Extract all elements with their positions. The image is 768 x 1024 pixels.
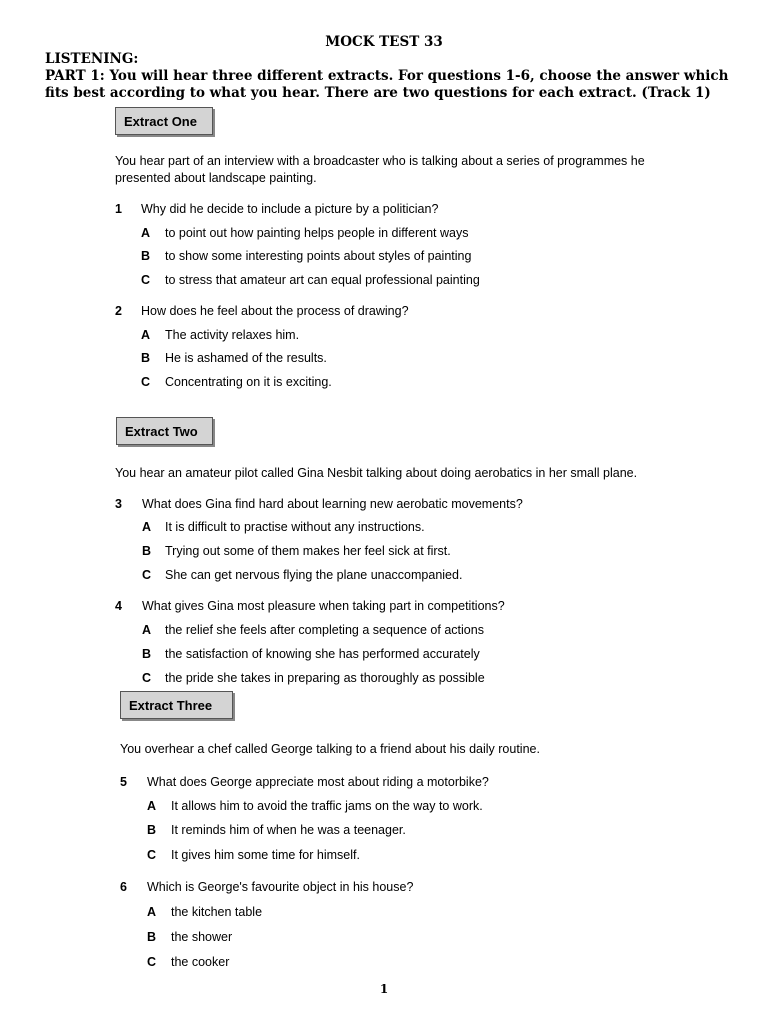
option-text: It is difficult to practise without any instructions.	[165, 520, 425, 534]
option-text: Trying out some of them makes her feel sick at first.	[165, 544, 451, 558]
question-number: 5	[120, 775, 127, 789]
extract-two-context: You hear an amateur pilot called Gina Nesbit talking about doing aerobatics in her small plane.	[115, 466, 638, 480]
option-text: the pride she takes in preparing as thoroughly as possible	[165, 671, 485, 685]
option-letter: C	[141, 273, 151, 287]
option-letter: B	[147, 930, 157, 944]
extract-two-label: Extract Two	[116, 417, 213, 445]
question-number: 6	[120, 880, 127, 894]
option-letter: C	[142, 671, 152, 685]
extract-three-context: You overhear a chef called George talking to a friend about his daily routine.	[120, 742, 540, 756]
question-number: 4	[115, 599, 122, 613]
option-text: It allows him to avoid the traffic jams on the way to work.	[171, 799, 483, 813]
option-letter: A	[141, 226, 151, 240]
document-title: MOCK TEST 33	[325, 34, 443, 50]
question-text: What gives Gina most pleasure when taking part in competitions?	[142, 599, 505, 613]
extract-one-label: Extract One	[115, 107, 213, 135]
option-letter: A	[142, 623, 152, 637]
option-letter: B	[142, 647, 152, 661]
option-text: to stress that amateur art can equal professional painting	[165, 273, 480, 287]
option-letter: A	[142, 520, 152, 534]
option-text: to point out how painting helps people in different ways	[165, 226, 469, 240]
option-text: the cooker	[171, 955, 230, 969]
question-number: 2	[115, 304, 122, 318]
option-text: He is ashamed of the results.	[165, 351, 327, 365]
option-text: the relief she feels after completing a sequence of actions	[165, 623, 484, 637]
question-text: What does George appreciate most about riding a motorbike?	[147, 775, 489, 789]
option-text: She can get nervous flying the plane unaccompanied.	[165, 568, 463, 582]
extract-three-label: Extract Three	[120, 691, 233, 719]
option-letter: A	[141, 328, 151, 342]
section-heading: LISTENING:	[45, 51, 139, 67]
question-text: What does Gina find hard about learning new aerobatic movements?	[142, 497, 523, 511]
question-text: Which is George's favourite object in his house?	[147, 880, 414, 894]
option-text: the shower	[171, 930, 233, 944]
option-text: It reminds him of when he was a teenager.	[171, 823, 406, 837]
option-letter: B	[141, 351, 151, 365]
option-text: the kitchen table	[171, 905, 263, 919]
option-letter: B	[142, 544, 152, 558]
option-text: The activity relaxes him.	[165, 328, 300, 342]
option-letter: C	[142, 568, 152, 582]
part-instructions: PART 1: You will hear three different extracts. For questions 1-6, choose the answer which fits best according to what you hear. There are two questions for each extract. (Track 1)	[45, 68, 729, 101]
question-number: 3	[115, 497, 122, 511]
option-text: to show some interesting points about styles of painting	[165, 249, 472, 263]
page-number: 1	[379, 982, 389, 996]
option-letter: A	[147, 905, 157, 919]
option-letter: C	[141, 375, 151, 389]
option-text: the satisfaction of knowing she has performed accurately	[165, 647, 480, 661]
option-text: Concentrating on it is exciting.	[165, 375, 332, 389]
option-letter: B	[147, 823, 157, 837]
question-text: Why did he decide to include a picture by a politician?	[141, 202, 439, 216]
extract-one-context: You hear part of an interview with a broadcaster who is talking about a series of programmes he presented about landscape painting.	[115, 154, 645, 185]
option-letter: C	[147, 955, 157, 969]
question-text: How does he feel about the process of drawing?	[141, 304, 409, 318]
option-letter: A	[147, 799, 157, 813]
option-letter: C	[147, 848, 157, 862]
option-text: It gives him some time for himself.	[171, 848, 360, 862]
question-number: 1	[115, 202, 122, 216]
option-letter: B	[141, 249, 151, 263]
